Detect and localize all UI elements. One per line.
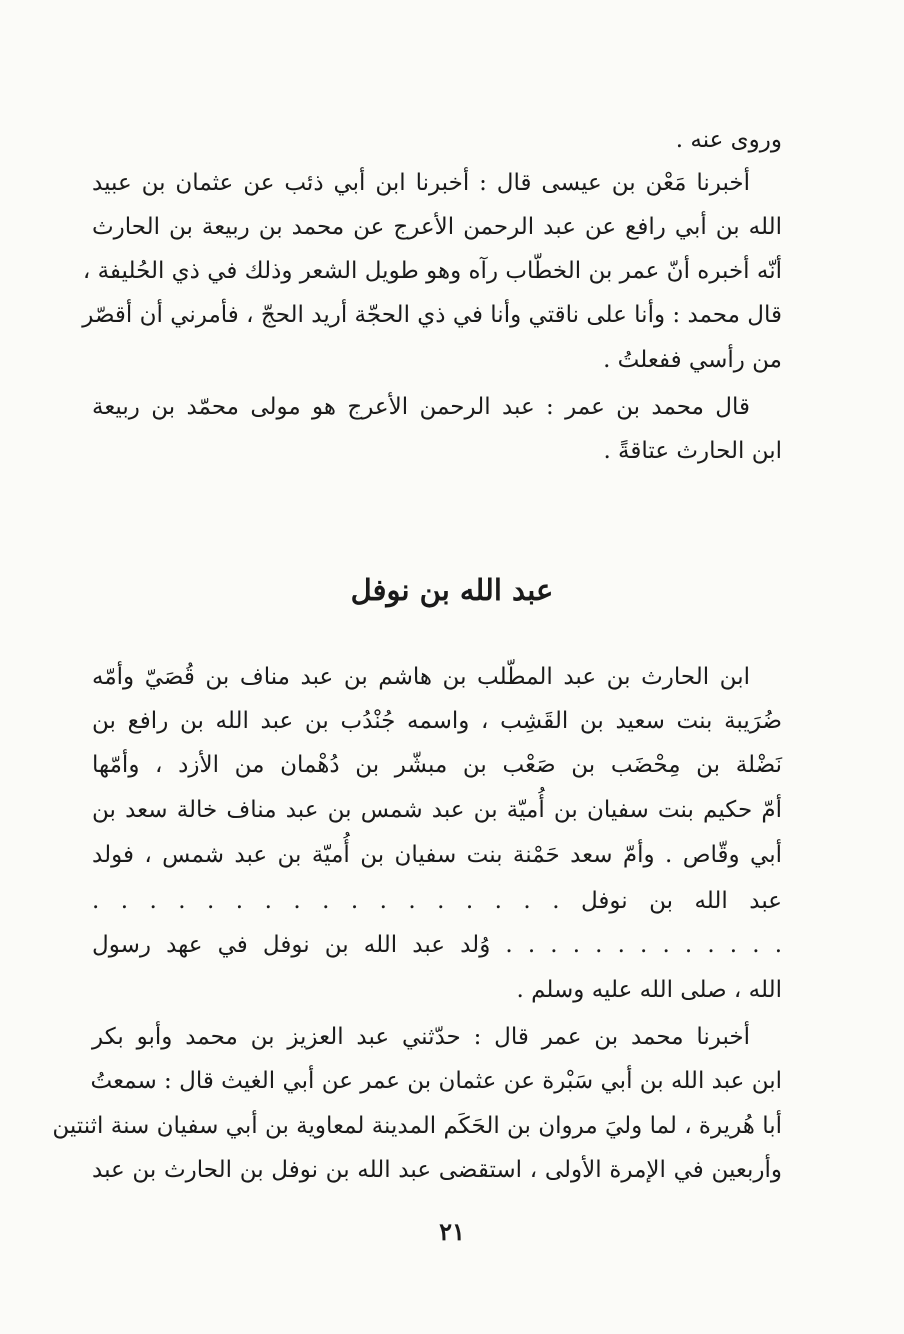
text-line: وروى عنه . xyxy=(675,127,782,153)
text-line: قال محمد : وأنا على ناقتي وأنا في ذي الحجّة أريد الحجّ ، فأمرني أن أقصّر xyxy=(82,302,782,328)
text-line: ضُرَيبة بنت سعيد بن القَشِب ، واسمه جُنْدُب بن عبد الله بن رافع بن xyxy=(92,708,782,734)
text-line: ابن عبد الله بن أبي سَبْرة عن عثمان بن عمر عن أبي الغيث قال : سمعتُ xyxy=(90,1068,782,1094)
text-line: الله بن أبي رافع عن عبد الرحمن الأعرج عن محمد بن ربيعة بن الحارث xyxy=(92,214,782,240)
text-line: الله ، صلى الله عليه وسلم . xyxy=(516,977,782,1003)
text-line: وأربعين في الإمرة الأولى ، استقضى عبد الله بن نوفل بن الحارث بن عبد xyxy=(92,1157,782,1183)
section-title: عبد الله بن نوفل xyxy=(350,573,554,607)
text-line: عبد الله بن نوفل . . . . . . . . . . . . . . . . . xyxy=(92,888,782,914)
text-line: ابن الحارث عتاقةً . xyxy=(603,438,782,464)
page-number: ٢١ xyxy=(439,1217,465,1246)
text-line: . . . . . . . . . . . . . وُلد عبد الله بن نوفل في عهد رسول xyxy=(92,932,782,958)
text-line: أبي وقّاص . وأمّ سعد حَمْنة بنت سفيان بن أُميّة بن عبد شمس ، فولد xyxy=(92,842,782,868)
text-line: أبا هُريرة ، لما وليَ مروان بن الحَكَم المدينة لمعاوية بن أبي سفيان سنة اثنتين xyxy=(52,1113,782,1139)
text-line: أخبرنا محمد بن عمر قال : حدّثني عبد العزيز بن محمد وأبو بكر xyxy=(92,1024,750,1050)
text-line: أنّه أخبره أنّ عمر بن الخطّاب رآه وهو طويل الشعر وذلك في ذي الحُليفة ، xyxy=(82,258,782,284)
text-line: قال محمد بن عمر : عبد الرحمن الأعرج هو مولى محمّد بن ربيعة xyxy=(92,394,750,420)
text-line: نَضْلة بن مِحْضَب بن صَعْب بن مبشّر بن دُهْمان من الأزد ، وأمّها xyxy=(92,752,782,778)
text-line: أمّ حكيم بنت سفيان بن أُميّة بن عبد شمس بن عبد مناف خالة سعد بن xyxy=(92,797,782,823)
text-line: من رأسي ففعلتُ . xyxy=(603,347,782,373)
text-line: ابن الحارث بن عبد المطّلب بن هاشم بن عبد مناف بن قُصَيّ وأمّه xyxy=(92,664,750,690)
text-line: أخبرنا مَعْن بن عيسى قال : أخبرنا ابن أبي ذئب عن عثمان بن عبيد xyxy=(92,170,750,196)
